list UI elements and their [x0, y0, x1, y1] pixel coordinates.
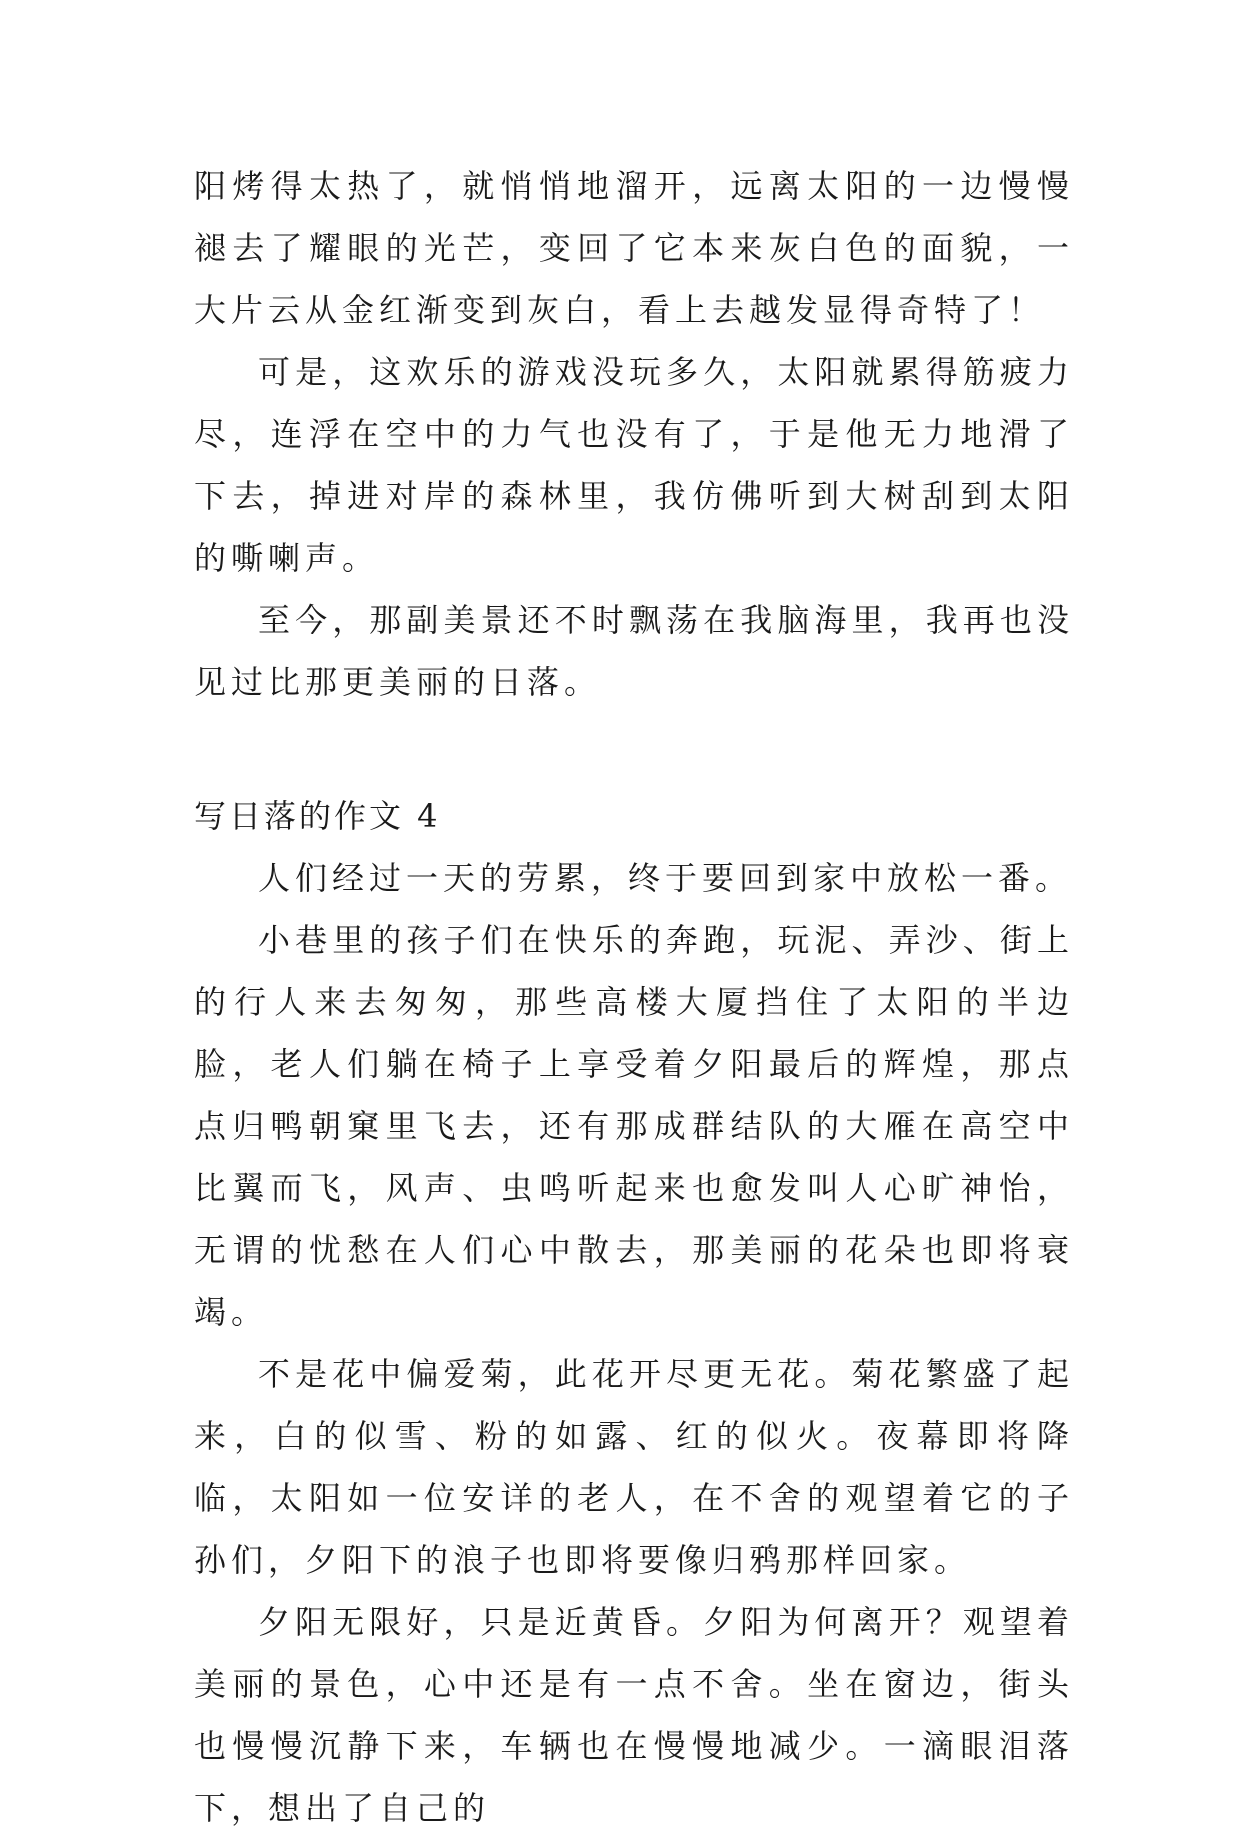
section-title: 写日落的作文 4: [194, 797, 441, 835]
paragraph-continued: 阳烤得太热了，就悄悄地溜开，远离太阳的一边慢慢褪去了耀眼的光芒，变回了它本来灰白色的面貌，一大片云从金红渐变到灰白，看上去越发显得奇特了！: [194, 167, 1074, 329]
paragraph: 夕阳无限好，只是近黄昏。夕阳为何离开？观望着美丽的景色，心中还是有一点不舍。坐在窗边，街头也慢慢沉静下来，车辆也在慢慢地减少。一滴眼泪落下，想出了自己的: [194, 1603, 1074, 1827]
paragraph: 可是，这欢乐的游戏没玩多久，太阳就累得筋疲力尽，连浮在空中的力气也没有了，于是他无力地滑了下去，掉进对岸的森林里，我仿佛听到大树刮到太阳的嘶喇声。: [194, 353, 1074, 577]
paragraph: 不是花中偏爱菊，此花开尽更无花。菊花繁盛了起来，白的似雪、粉的如露、红的似火。夜幕即将降临，太阳如一位安详的老人，在不舍的观望着它的子孙们，夕阳下的浪子也即将要像归鸦那样回家。: [194, 1355, 1074, 1579]
paragraph: 人们经过一天的劳累，终于要回到家中放松一番。: [258, 859, 1073, 897]
paragraph: 至今，那副美景还不时飘荡在我脑海里，我再也没见过比那更美丽的日落。: [194, 601, 1074, 701]
paragraph: 小巷里的孩子们在快乐的奔跑，玩泥、弄沙、街上的行人来去匆匆，那些高楼大厦挡住了太阳的半边脸，老人们躺在椅子上享受着夕阳最后的辉煌，那点点归鸭朝窠里飞去，还有那成群结队的大雁在高空中比翼而飞，风声、虫鸣听起来也愈发叫人心旷神怡，无谓的忧愁在人们心中散去，那美丽的花朵也即将衰竭。: [194, 921, 1074, 1331]
document-body: [194, 155, 1074, 1839]
